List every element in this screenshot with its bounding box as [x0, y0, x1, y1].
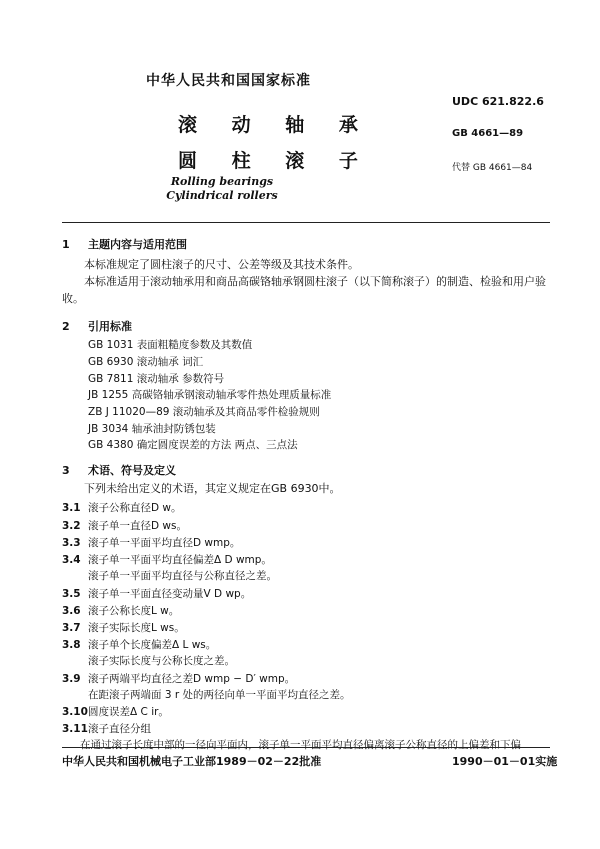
definition-number: 3.5	[62, 588, 81, 600]
footer-divider	[62, 747, 550, 748]
definition-note: 在通过滚子长度中部的一径向平面内，滚子单一平面平均直径偏离滚子公称直径的上偏差和下偏	[80, 739, 521, 751]
section-title: 术语、符号及定义	[88, 464, 176, 477]
ref-item: ZB J 11020—89 滚动轴承及其商品零件检验规则	[88, 406, 320, 418]
definition-number: 3.1	[62, 502, 81, 514]
title-en-line2: Cylindrical rollers	[166, 189, 278, 202]
definition-text: 滚子公称直径D w。	[88, 502, 182, 514]
definition-item	[62, 671, 295, 686]
definition-item	[62, 518, 187, 533]
definition-number: 3.3	[62, 537, 81, 549]
definition-item	[62, 535, 240, 550]
definition-number: 3.9	[62, 673, 81, 685]
definition-text: 圆度误差Δ C ir。	[88, 706, 169, 718]
section-number: 1	[62, 238, 70, 251]
effective-date: 1990－01－01实施	[452, 755, 558, 768]
definition-text: 滚子直径分组	[88, 723, 151, 735]
definition-text: 滚子单一直径D ws。	[88, 520, 187, 532]
definition-item	[62, 620, 185, 635]
section-3-heading	[62, 462, 176, 478]
country-standard-label: 中华人民共和国国家标准	[146, 73, 311, 89]
section-title: 主题内容与适用范围	[88, 238, 187, 251]
definition-item	[62, 586, 251, 601]
definition-number: 3.2	[62, 520, 81, 532]
definition-note: 滚子实际长度与公称长度之差。	[88, 655, 235, 667]
definition-item	[62, 603, 179, 618]
approval-issuer: 中华人民共和国机械电子工业部1989－02－22批准	[62, 755, 322, 768]
section-3-intro: 下列未给出定义的术语，其定义规定在GB 6930中。	[84, 482, 341, 495]
ref-item: GB 1031 表面粗糙度参数及其数值	[88, 339, 253, 351]
ref-item: JB 3034 轴承油封防锈包装	[88, 423, 216, 435]
udc-code: UDC 621.822.6	[452, 95, 544, 108]
section-2-heading	[62, 318, 132, 334]
definition-item	[62, 552, 272, 567]
section-number: 2	[62, 320, 70, 333]
definition-text: 滚子单一平面平均直径D wmp。	[88, 537, 241, 549]
definition-item	[62, 721, 151, 736]
header-divider	[62, 222, 550, 223]
definition-text: 滚子单一平面直径变动量V D wp。	[88, 588, 252, 600]
definition-number: 3.8	[62, 639, 81, 651]
definition-number: 3.4	[62, 554, 81, 566]
definition-item	[62, 637, 216, 652]
section-1-para-2: 本标准适用于滚动轴承用和商品高碳铬轴承钢圆柱滚子（以下简称滚子）的制造、检验和用户验收。	[62, 275, 546, 305]
definition-number: 3.10	[62, 706, 88, 718]
definition-text: 滚子实际长度L ws。	[88, 622, 185, 634]
gb-number: GB 4661—89	[452, 128, 524, 139]
section-1-heading	[62, 236, 187, 252]
title-cn-line2: 圆 柱 滚 子	[178, 150, 372, 172]
ref-item: JB 1255 高碳铬轴承钢滚动轴承零件热处理质量标准	[88, 389, 332, 401]
definition-text: 滚子公称长度L w。	[88, 605, 180, 617]
definition-text: 滚子两端平均直径之差D wmp − D′ wmp。	[88, 673, 296, 685]
replaces-note: 代替 GB 4661—84	[452, 163, 533, 173]
definition-text: 滚子单一平面平均直径偏差Δ D wmp。	[88, 554, 272, 566]
definition-note: 在距滚子两端面 3 r 处的两径向单一平面平均直径之差。	[88, 689, 351, 701]
definition-item	[62, 704, 169, 719]
title-en-line1: Rolling bearings	[170, 175, 274, 188]
section-title: 引用标准	[88, 320, 132, 333]
title-cn-line1: 滚 动 轴 承	[178, 114, 372, 136]
section-1-para-1: 本标准规定了圆柱滚子的尺寸、公差等级及其技术条件。	[84, 258, 359, 271]
definition-number: 3.7	[62, 622, 81, 634]
ref-item: GB 4380 确定圆度误差的方法 两点、三点法	[88, 439, 298, 451]
definition-note: 滚子单一平面平均直径与公称直径之差。	[88, 570, 277, 582]
definition-item	[62, 500, 182, 515]
definition-number: 3.11	[62, 723, 88, 735]
definition-text: 滚子单个长度偏差Δ L ws。	[88, 639, 217, 651]
ref-item: GB 7811 滚动轴承 参数符号	[88, 373, 225, 385]
definition-number: 3.6	[62, 605, 81, 617]
ref-item: GB 6930 滚动轴承 词汇	[88, 356, 204, 368]
section-number: 3	[62, 464, 70, 477]
